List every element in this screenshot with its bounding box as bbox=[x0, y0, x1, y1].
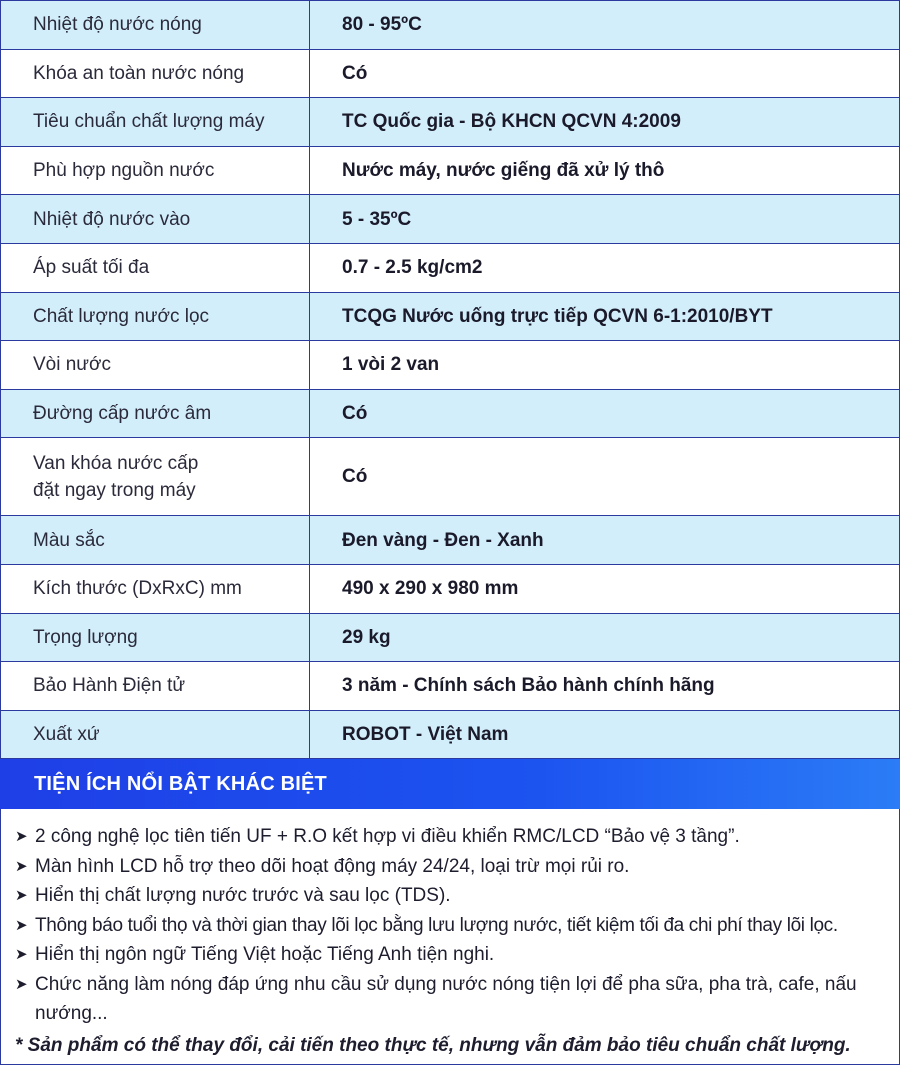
arrowhead-right-icon: ➤ bbox=[15, 946, 28, 964]
spec-row bbox=[1, 49, 900, 98]
feature-text: Chức năng làm nóng đáp ứng nhu cầu sử dụng nước nóng tiện lợi để pha sữa, pha trà, cafe, nấu nướng... bbox=[35, 973, 857, 1025]
spec-row bbox=[1, 243, 900, 292]
spec-label: Khóa an toàn nước nóng bbox=[1, 49, 310, 98]
spec-label: Nhiệt độ nước nóng bbox=[1, 1, 310, 50]
spec-label: Đường cấp nước âm bbox=[1, 389, 310, 438]
feature-list bbox=[15, 822, 889, 1029]
spec-row bbox=[1, 341, 900, 390]
spec-row bbox=[1, 146, 900, 195]
spec-value: Có bbox=[310, 438, 900, 516]
feature-text: Thông báo tuổi thọ và thời gian thay lõi lọc bằng lưu lượng nước, tiết kiệm tối đa chi phí thay lõi lọc. bbox=[35, 914, 838, 936]
spec-label: Bảo Hành Điện tử bbox=[1, 662, 310, 711]
spec-value: ROBOT - Việt Nam bbox=[310, 710, 900, 759]
spec-label: Vòi nước bbox=[1, 341, 310, 390]
feature-text: Màn hình LCD hỗ trợ theo dõi hoạt động máy 24/24, loại trừ mọi rủi ro. bbox=[35, 855, 630, 877]
spec-value: 5 - 35ºC bbox=[310, 195, 900, 244]
spec-value: 3 năm - Chính sách Bảo hành chính hãng bbox=[310, 662, 900, 711]
arrowhead-right-icon: ➤ bbox=[15, 916, 28, 934]
list-item bbox=[15, 911, 889, 941]
spec-row bbox=[1, 516, 900, 565]
list-item bbox=[15, 970, 889, 1029]
spec-value: Có bbox=[310, 389, 900, 438]
spec-row bbox=[1, 613, 900, 662]
spec-value: TC Quốc gia - Bộ KHCN QCVN 4:2009 bbox=[310, 98, 900, 147]
feature-text: 2 công nghệ lọc tiên tiến UF + R.O kết hợp vi điều khiển RMC/LCD “Bảo vệ 3 tầng”. bbox=[35, 826, 740, 848]
spec-row bbox=[1, 438, 900, 516]
spec-label: Tiêu chuẩn chất lượng máy bbox=[1, 98, 310, 147]
spec-value: 80 - 95ºC bbox=[310, 1, 900, 50]
list-item bbox=[15, 852, 889, 882]
spec-label: Xuất xứ bbox=[1, 710, 310, 759]
spec-label: Màu sắc bbox=[1, 516, 310, 565]
list-item bbox=[15, 940, 889, 970]
feature-text: Hiển thị chất lượng nước trước và sau lọc (TDS). bbox=[35, 885, 451, 907]
arrowhead-right-icon: ➤ bbox=[15, 975, 28, 993]
features-title: TIỆN ÍCH NỔI BẬT KHÁC BIỆT bbox=[0, 759, 900, 809]
spec-value: TCQG Nước uống trực tiếp QCVN 6-1:2010/BYT bbox=[310, 292, 900, 341]
spec-value: Nước máy, nước giếng đã xử lý thô bbox=[310, 146, 900, 195]
list-item bbox=[15, 881, 889, 911]
spec-label: Chất lượng nước lọc bbox=[1, 292, 310, 341]
arrowhead-right-icon: ➤ bbox=[15, 857, 28, 875]
spec-value: Có bbox=[310, 49, 900, 98]
spec-label: Kích thước (DxRxC) mm bbox=[1, 564, 310, 613]
spec-label: Nhiệt độ nước vào bbox=[1, 195, 310, 244]
spec-row bbox=[1, 662, 900, 711]
arrowhead-right-icon: ➤ bbox=[15, 887, 28, 905]
spec-row bbox=[1, 292, 900, 341]
features-panel bbox=[0, 809, 900, 1065]
spec-row bbox=[1, 98, 900, 147]
spec-label: Trọng lượng bbox=[1, 613, 310, 662]
list-item bbox=[15, 822, 889, 852]
spec-value: 490 x 290 x 980 mm bbox=[310, 564, 900, 613]
spec-row bbox=[1, 710, 900, 759]
spec-value: 0.7 - 2.5 kg/cm2 bbox=[310, 243, 900, 292]
spec-row bbox=[1, 564, 900, 613]
spec-label: Van khóa nước cấp đặt ngay trong máy bbox=[1, 438, 310, 516]
spec-label: Áp suất tối đa bbox=[1, 243, 310, 292]
disclaimer-note: * Sản phẩm có thể thay đổi, cải tiến theo thực tế, nhưng vẫn đảm bảo tiêu chuẩn chất lượng. bbox=[15, 1034, 851, 1056]
spec-value: 1 vòi 2 van bbox=[310, 341, 900, 390]
spec-value: 29 kg bbox=[310, 613, 900, 662]
feature-text: Hiển thị ngôn ngữ Tiếng Việt hoặc Tiếng Anh tiện nghi. bbox=[35, 944, 495, 966]
spec-row bbox=[1, 195, 900, 244]
spec-row bbox=[1, 1, 900, 50]
arrowhead-right-icon: ➤ bbox=[15, 828, 28, 846]
spec-label: Phù hợp nguồn nước bbox=[1, 146, 310, 195]
spec-value: Đen vàng - Đen - Xanh bbox=[310, 516, 900, 565]
spec-row bbox=[1, 389, 900, 438]
